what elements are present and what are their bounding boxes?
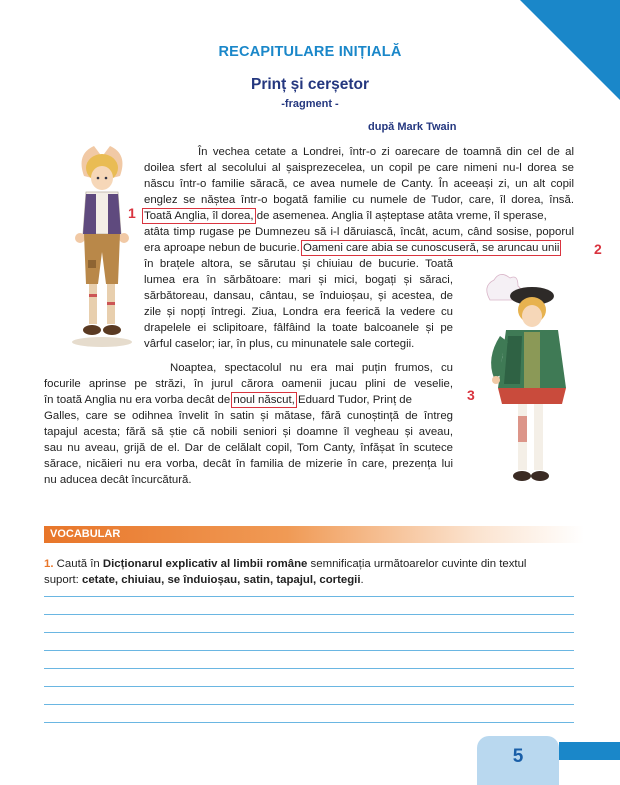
text-line: drapelele ei sclipitoare, fâlfâind la toate balcoanele și pe (144, 322, 453, 334)
section-title: RECAPITULARE INIȚIALĂ (218, 44, 402, 60)
boy-in-rags-illustration (66, 134, 138, 348)
text-fragment: în toată Anglia nu era vorba decât de (44, 394, 231, 406)
author-line: după Mark Twain (368, 121, 457, 133)
marker-3: 3 (467, 387, 475, 403)
text-line: atâta timp rugase pe Dumnezeu să i-l dăruiască, încât, acum, când sosise, poporul (144, 226, 574, 238)
question-number: 1. (44, 558, 54, 570)
text-line: focurile aprinse pe străzi, în jurul cărora oamenii jucau plini de veselie, (44, 378, 453, 390)
vocabulary-header-bar (44, 526, 584, 543)
answer-line[interactable] (44, 632, 574, 633)
answer-line[interactable] (44, 722, 574, 723)
question-text: semnificația următoarelor cuvinte din textul (310, 558, 527, 570)
marker-1: 1 (128, 205, 136, 221)
question-text: suport: (44, 574, 79, 586)
answer-line[interactable] (44, 650, 574, 651)
answer-line[interactable] (44, 596, 574, 597)
answer-line[interactable] (44, 668, 574, 669)
vocabulary-words: cetate, chiuiau, se înduioșau, satin, tapajul, cortegii (82, 574, 361, 586)
text-line: în brațele altora, se sărutau și chiuiau de bucurie. Toată (144, 258, 453, 270)
highlight-box-2: Oameni care abia se cunoscuseră, se aruncau unii (302, 242, 560, 254)
text-line: În vechea cetate a Londrei, într-o zi oarecare de toamnă din cel de al (198, 146, 574, 158)
marker-2: 2 (594, 241, 602, 257)
text-fragment: era aproape nebun de bucurie. (144, 242, 300, 254)
text-line-with-highlight (44, 392, 412, 408)
question-period: . (360, 574, 364, 586)
text-line-with-highlight (144, 240, 559, 256)
text-line: doilea sfert al secolului al șaisprezecelea, un copil pe care nimeni nu-l dorea se (144, 162, 574, 174)
vocabulary-label: VOCABULAR (50, 528, 121, 540)
answer-line[interactable] (44, 704, 574, 705)
text-line: englez se năștea într-o bogată familie cu numele de Tudor, care, îl dorea, însă. (144, 194, 574, 206)
page-number: 5 (512, 746, 524, 767)
answer-line[interactable] (44, 686, 574, 687)
text-line: tapajul acesta; fără să știe că nobili seniori și doamne îl vegheau și aveau, (44, 426, 453, 438)
text-line-with-highlight (144, 208, 547, 224)
text-line: sau nu aveau, grijă de el. Dar de celălalt copil, Tom Canty, înfășat în scutece (44, 442, 453, 454)
prince-in-royal-robes-illustration (478, 266, 570, 490)
story-title: Prinț și cerșetor (250, 76, 370, 93)
text-line: lumea era în sărbătoare: mari și mici, bogați și săraci, (144, 274, 453, 286)
fragment-label: -fragment - (281, 98, 339, 110)
text-fragment: de asemenea. Anglia îl așteptase atâta vreme, îl sperase, (256, 210, 547, 222)
text-line: născu într-o familie săracă, ce avea numele de Canty. În aceeași zi, un alt copil (144, 178, 574, 190)
text-line: Noaptea, spectacolul nu era mai puțin frumos, cu (170, 362, 453, 374)
vocabulary-question-line-1 (44, 556, 526, 572)
highlight-box-3: noul născut, (233, 394, 295, 406)
text-line: sărace, nicăieri nu era vorba, decât în familia de mizerie în care, prezența lui (44, 458, 453, 470)
text-line: zile și nopți întregi. Ziua, Londra era feerică la vedere cu (144, 306, 453, 318)
page-edge-bar (559, 742, 620, 760)
text-line: Galles, care se odihnea învelit în satin și mătase, fără cunoștință de întreg (44, 410, 453, 422)
dictionary-title: Dicționarul explicativ al limbii române (102, 558, 308, 570)
text-line: nu aducea decât încurcătură. (44, 474, 192, 486)
text-line: sărbătoreau, dansau, cântau, se înduioșau, și acestea, de (144, 290, 453, 302)
text-fragment: Eduard Tudor, Prinț de (297, 394, 412, 406)
answer-line[interactable] (44, 614, 574, 615)
vocabulary-question-line-2 (44, 572, 364, 588)
page-number-tab (477, 736, 559, 785)
question-text: Caută în (56, 558, 100, 570)
highlight-box-1: Toată Anglia, îl dorea, (144, 210, 254, 222)
text-line: vârful caselor; iar, în plus, cu minunatele sale cortegii. (144, 338, 415, 350)
